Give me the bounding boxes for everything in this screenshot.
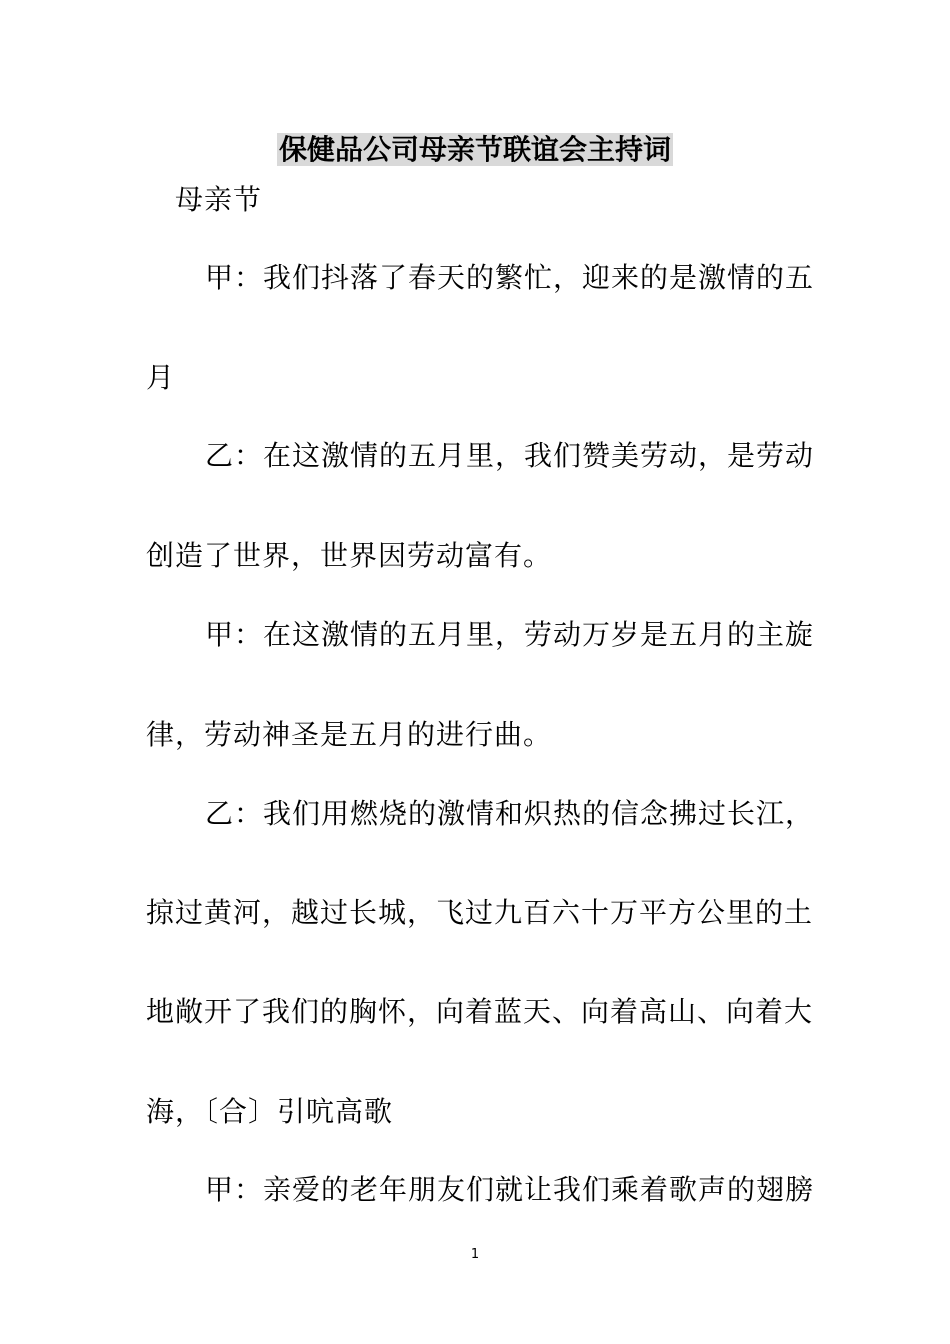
paragraph-line: 海，〔合〕引吭高歌 — [146, 1095, 394, 1128]
paragraph-line: 地敞开了我们的胸怀，向着蓝天、向着高山、向着大 — [146, 995, 814, 1028]
paragraph-line: 律，劳动神圣是五月的进行曲。 — [146, 718, 553, 751]
document-subtitle: 母亲节 — [175, 183, 263, 216]
document-title-text: 保健品公司母亲节联谊会主持词 — [278, 133, 671, 166]
paragraph-line: 乙：我们用燃烧的激情和炽热的信念拂过长江， — [205, 797, 815, 830]
paragraph-line: 甲：在这激情的五月里，劳动万岁是五月的主旋 — [205, 618, 815, 651]
document-title — [0, 130, 950, 170]
page-number: 1 — [470, 1247, 480, 1262]
paragraph-line: 掠过黄河，越过长城，飞过九百六十万平方公里的土 — [146, 896, 814, 929]
paragraph-line: 甲：我们抖落了春天的繁忙，迎来的是激情的五 — [205, 261, 815, 294]
paragraph-line: 乙：在这激情的五月里，我们赞美劳动，是劳动 — [205, 439, 815, 472]
paragraph-line: 创造了世界，世界因劳动富有。 — [146, 539, 553, 572]
paragraph-line: 月 — [146, 361, 176, 394]
paragraph-line: 甲：亲爱的老年朋友们就让我们乘着歌声的翅膀 — [205, 1173, 815, 1206]
